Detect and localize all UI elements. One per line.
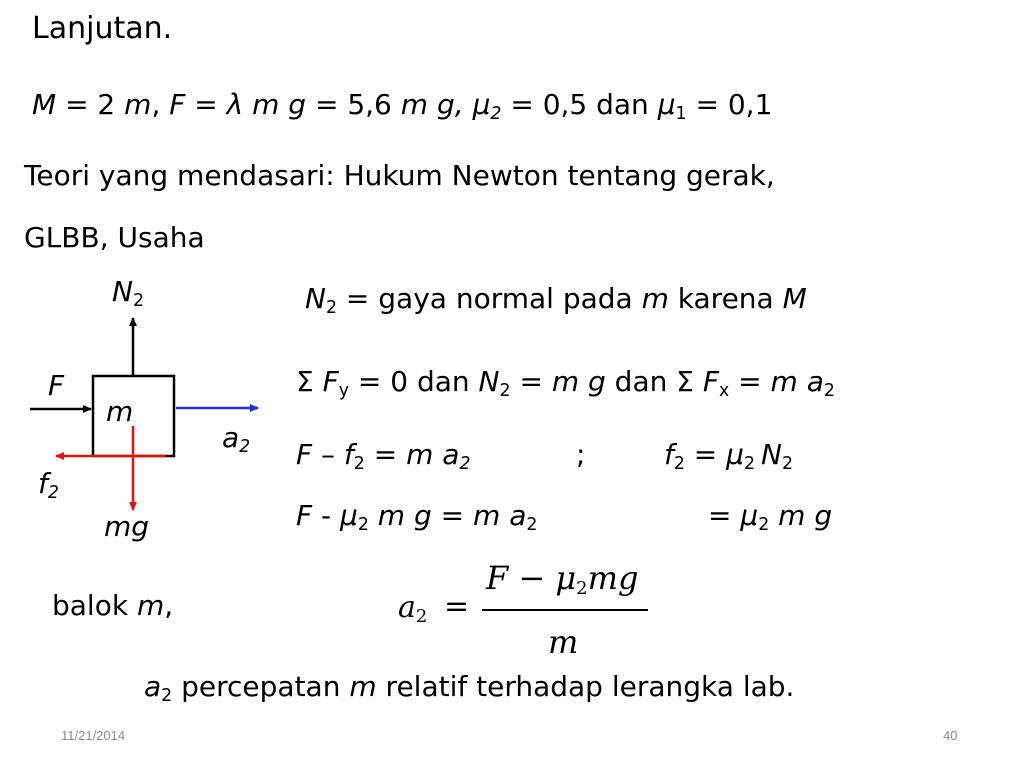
formula-denominator: m	[548, 623, 579, 661]
label-f: F	[48, 369, 65, 402]
formula-lhs: $a_2$	[398, 590, 428, 628]
equation-friction: $f_2 = \mu_2$ $N_2$	[664, 438, 794, 474]
equation-substituted: F - $\mu_2$ m g = m $a_2$	[296, 499, 538, 535]
theory-line-1: Teori yang mendasari: Hukum Newton tentang gerak,	[24, 159, 775, 192]
page-title: Lanjutan.	[32, 11, 173, 46]
footer-date: 11/21/2014	[61, 728, 126, 743]
equation-semicolon: ;	[576, 438, 586, 471]
equation-sum-forces: Σ $F_y = 0$ dan $N_2 = m$ g dan Σ $F_x = m$ $a_2$	[296, 365, 835, 401]
label-mg: mg	[104, 510, 150, 543]
equation-newton: $F - f_2 = m$ $a_2$	[296, 438, 471, 474]
balok-label: balok m,	[52, 589, 174, 622]
equation-friction-value: = $\mu_2$ m g	[708, 499, 833, 535]
conclusion: $a_2$ percepatan m relatif terhadap lerangka lab.	[144, 670, 795, 706]
fraction-bar	[482, 609, 648, 611]
label-f2: $f_2$	[38, 467, 59, 503]
theory-line-2: GLBB, Usaha	[24, 221, 205, 254]
formula-equals: =	[444, 589, 470, 624]
label-m: m	[106, 395, 134, 428]
given-values: M = 2 m, F = λ m g = 5,6 m g, $\mu_2 = 0,5$ dan $\mu_1 = 0,1$	[32, 88, 773, 124]
label-a2: $a_2$	[222, 421, 251, 457]
n2-definition: $N_2$ = gaya normal pada m karena M	[305, 282, 807, 318]
label-n2: $N_2$	[112, 275, 144, 311]
formula-numerator: $F - \mu_2mg$	[486, 559, 639, 600]
footer-page-number: 40	[943, 728, 958, 743]
